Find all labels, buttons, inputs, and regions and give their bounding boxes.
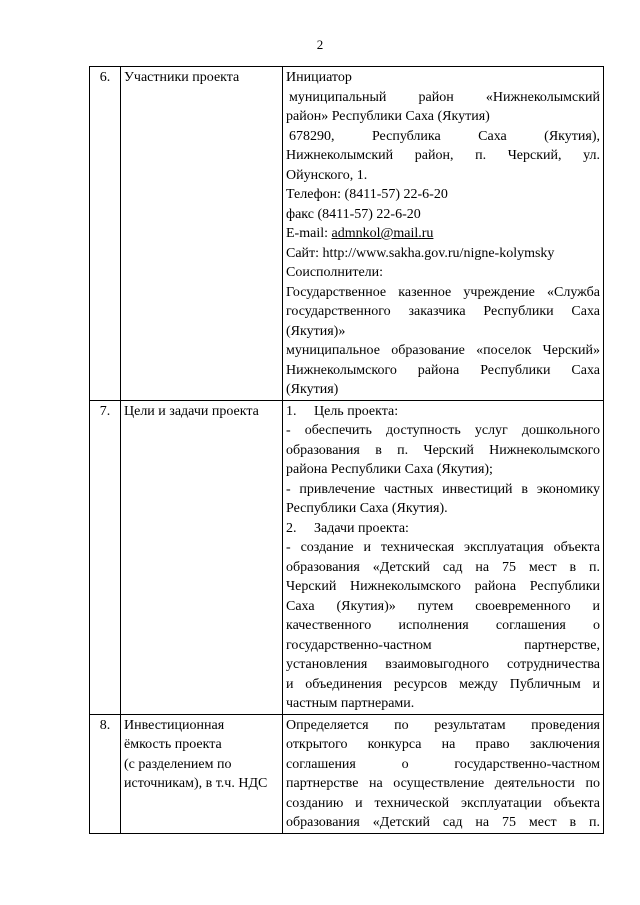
text-line: - привлечение частных инвестиций в экономику bbox=[286, 481, 600, 497]
row-content bbox=[283, 714, 604, 833]
task-heading bbox=[286, 519, 600, 539]
goal-number: 1. bbox=[286, 403, 297, 419]
text-line: факс (8411-57) 22-6-20 bbox=[286, 206, 421, 222]
text-line: (Якутия) bbox=[286, 382, 339, 397]
project-table bbox=[89, 66, 604, 834]
page-number: 2 bbox=[316, 37, 324, 52]
text-line: качественного исполнения соглашения о bbox=[286, 618, 600, 633]
table-row bbox=[90, 67, 604, 401]
text-line: открытого конкурса на право заключения bbox=[286, 737, 600, 752]
row-content bbox=[283, 400, 604, 714]
text-line: государственного заказчика Республики Саха bbox=[286, 304, 600, 319]
row-title: Участники проекта bbox=[121, 67, 283, 401]
title-line: ёмкость проекта bbox=[124, 737, 222, 752]
text-line: Нижнеколымский район, п. Черский, ул. bbox=[286, 148, 600, 163]
text-line: Определяется по результатам проведения bbox=[286, 717, 600, 733]
text-line: образования «Детский сад на 75 мест в п. bbox=[286, 815, 600, 830]
row-content bbox=[283, 67, 604, 401]
text-line: соглашения о государственно-частном bbox=[286, 756, 600, 772]
text-line: государственно-частном партнерстве, bbox=[286, 637, 600, 653]
text-line: района Республики Саха (Якутия); bbox=[286, 462, 493, 477]
text-line: Соисполнители: bbox=[286, 265, 384, 280]
text-line: Инициатор bbox=[286, 70, 352, 85]
text-line: район» Республики Саха (Якутия) bbox=[286, 109, 490, 124]
text-line: Саха (Якутия)» путем своевременного и bbox=[286, 598, 600, 614]
email-link[interactable]: admnkol@mail.ru bbox=[331, 226, 434, 241]
text-line: и объединения ресурсов между Публичным и bbox=[286, 676, 600, 692]
text-line: Республики Саха (Якутия). bbox=[286, 501, 448, 516]
title-line: (с разделением по bbox=[124, 756, 232, 772]
text-line: Черский Нижнеколымского района Республики bbox=[286, 579, 600, 594]
task-title: Задачи проекта: bbox=[314, 520, 409, 536]
text-line: муниципальное образование «поселок Черский» bbox=[286, 343, 600, 358]
row-number: 8. bbox=[90, 714, 121, 833]
goal-title: Цель проекта: bbox=[314, 403, 399, 419]
row-title bbox=[121, 714, 283, 833]
text-line: установления взаимовыгодного сотрудничества bbox=[286, 657, 600, 672]
text-line: (Якутия)» bbox=[286, 323, 346, 339]
text-line: Сайт: http://www.sakha.gov.ru/nigne-kolymsky bbox=[286, 245, 555, 261]
text-line: партнерстве на осуществление деятельности по bbox=[286, 776, 600, 791]
row-number: 6. bbox=[90, 67, 121, 401]
text-line: Государственное казенное учреждение «Служба bbox=[286, 284, 600, 300]
email-line bbox=[286, 224, 600, 244]
table-row bbox=[90, 400, 604, 714]
text-line: Нижнеколымского района Республики Саха bbox=[286, 362, 600, 378]
text-line: муниципальный район «Нижнеколымский bbox=[289, 89, 600, 105]
table-row bbox=[90, 714, 604, 833]
text-line: частным партнерами. bbox=[286, 696, 415, 711]
text-line: Ойунского, 1. bbox=[286, 167, 368, 183]
task-number: 2. bbox=[286, 520, 297, 536]
row-title: Цели и задачи проекта bbox=[121, 400, 283, 714]
text-line: образования в п. Черский Нижнеколымского bbox=[286, 442, 600, 458]
text-line: - создание и техническая эксплуатация объекта bbox=[286, 540, 600, 555]
text-line: - обеспечить доступность услуг дошкольного bbox=[286, 423, 600, 438]
title-line: Инвестиционная bbox=[124, 717, 225, 733]
title-line: источникам), в т.ч. НДС bbox=[124, 776, 268, 791]
row-number: 7. bbox=[90, 400, 121, 714]
text-line: 678290, Республика Саха (Якутия), bbox=[289, 128, 600, 144]
email-label: E-mail: bbox=[286, 226, 332, 241]
text-line: образования «Детский сад на 75 мест в п. bbox=[286, 559, 600, 575]
text-line: созданию и технической эксплуатации объекта bbox=[286, 795, 600, 811]
goal-heading bbox=[286, 402, 600, 422]
text-line: Телефон: (8411-57) 22-6-20 bbox=[286, 187, 448, 202]
